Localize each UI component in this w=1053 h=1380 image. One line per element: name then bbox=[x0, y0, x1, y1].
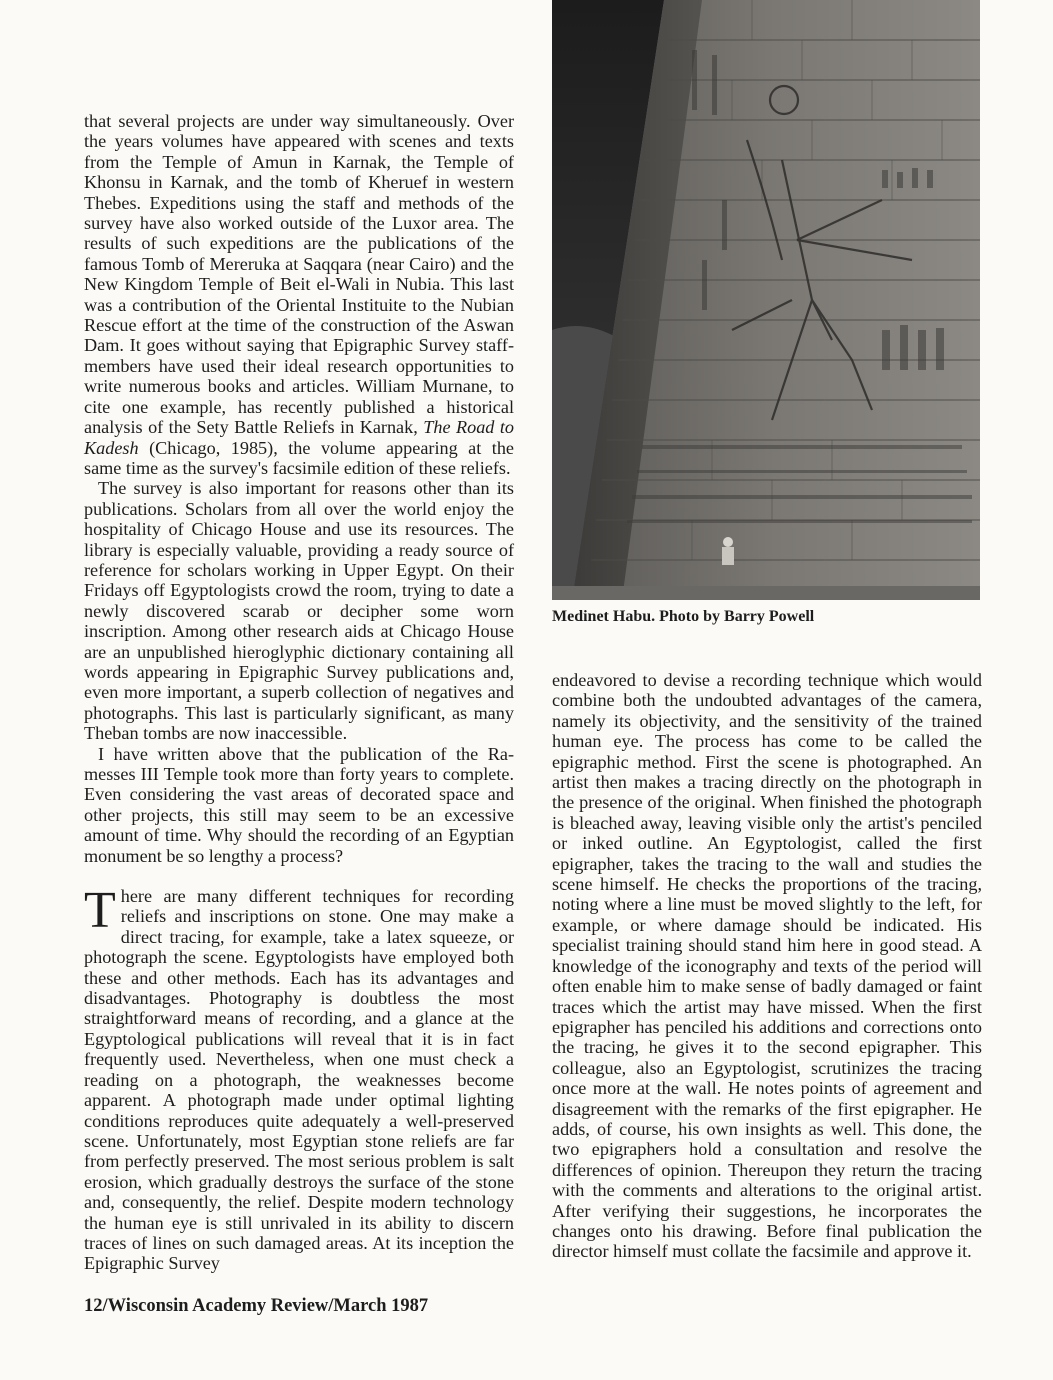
seated-person bbox=[722, 537, 734, 565]
page-footer: 12/Wisconsin Academy Review/March 1987 bbox=[84, 1296, 429, 1316]
photo-caption: Medinet Habu. Photo by Barry Powell bbox=[552, 608, 815, 625]
paragraph: There are many different techniques for recording reliefs and inscriptions on stone. One may make a direct tracing, for example, take a latex squeeze, or photograph the scene. Egyptologists have employed both these and other methods. Each has its advantages and disadvantages. Photography is doubtless the most straightforward means of recording, and a glance at the Egyptological publications will reveal that it is in fact frequently used. Nevertheless, when one must check a reading on a photograph, the weaknesses become apparent. A photograph made under optimal lighting conditions reproduces quite adequately a well-preserved scene. Unfortunately, most Egyptian stone reliefs are far from perfectly preserved. The most serious problem is salt erosion, which gradually destroys the surface of the stone and, consequently, the relief. Despite modern technology the human eye is still unrivaled in its ability to discern traces of lines on such damaged areas. At its inception the Epigraphic Survey bbox=[84, 882, 514, 1274]
pylon-relief-image bbox=[552, 0, 980, 600]
paragraph: that several projects are under way simultaneously. Over the years volumes have appeared with scenes and texts from the Temple of Amun in Karnak, the Temple of Khonsu in Karnak, and the tomb of Kheruef in western Thebes. Expeditions using the staff and methods of the survey have also worked outside of the Luxor area. The results of such expeditions are the publications of the famous Tomb of Mereruka at Saqqara (near Cairo) and the New Kingdom Temple of Beit el-Wali in Nubia. This last was a contribution of the Oriental Instituite to the Nubian Rescue effort at the time of the construction of the Aswan Dam. It goes without saying that Epigraphic Survey staff-members have used their ideal research opportunities to write numerous books and articles. William Murnane, to cite one example, has recently published a historical analysis of the Sety Battle Reliefs in Karnak, The Road to Kadesh (Chicago, 1985), the volume appearing at the same time as the survey's facsimile edition of these reliefs. bbox=[84, 111, 515, 478]
drop-cap: T bbox=[84, 882, 116, 940]
right-column bbox=[552, 670, 982, 1262]
book-title: The Road to Kadesh bbox=[84, 417, 515, 458]
paragraph: The survey is also important for reasons other than its publications. Scholars from all over the world enjoy the hospitality of Chicago House and use its resources. The library is especially valuable, providing a ready source of reference for scholars working in Upper Egypt. On their Fridays off Egyptologists crowd the room, trying to date a newly discovered scarab or decipher some worn inscription. Among other research aids at Chicago House are an unpublished hieroglyphic dictionary containing all words appearing in Epigraphic Survey publications and, even more important, a superb collection of negatives and photographs. This last is particularly significant, as many Theban tombs are now inaccessible. bbox=[84, 478, 514, 744]
paragraph: I have written above that the publication of the Ramesses III Temple took more than forty years to complete. Even considering the vast areas of decorated space and other projects, this still may seem to be an excessive amount of time. Why should the recording of an Egyptian monument be so lengthy a process? bbox=[84, 743, 514, 866]
medinet-habu-photo bbox=[552, 0, 980, 600]
section-break bbox=[84, 866, 514, 886]
paragraph: endeavored to devise a recording technique which would combine both the undoubted advantages of the camera, namely its objectivity, and the sensitivity of the trained human eye. The process has come to be called the epigraphic method. First the scene is photographed. An artist then makes a tracing directly on the photograph in the presence of the original. When finished the photograph is bleached away, leaving visible only the artist's penciled or inked outline. An Egyptologist, called the first epigrapher, takes the tracing to the wall and studies the scene himself. He checks the proportions of the tracing, noting where a line must be moved slightly to the left, for example, or where damage should be indicated. His specialist training should stand him here in good stead. A knowledge of the iconography and texts of the period will often enable him to make sense of badly damaged or faint traces which the artist may have missed. When the first epigrapher has penciled his additions and corrections onto the tracing, he gives it to the second epigrapher. This colleague, also an Egyptologist, scrutinizes the tracing once more at the wall. He notes points of agreement and disagreement with the remarks of the first epigrapher. He adds, of course, his own insights as well. This done, the two epigraphers hold a consultation and resolve the differences of opinion. Thereupon they return the tracing with the comments and alterations to the original artist. After verifying their suggestions, he incorporates the changes onto his drawing. Before final publication the director himself must collate the facsimile and approve it. bbox=[552, 670, 982, 1262]
left-column bbox=[84, 111, 514, 1274]
